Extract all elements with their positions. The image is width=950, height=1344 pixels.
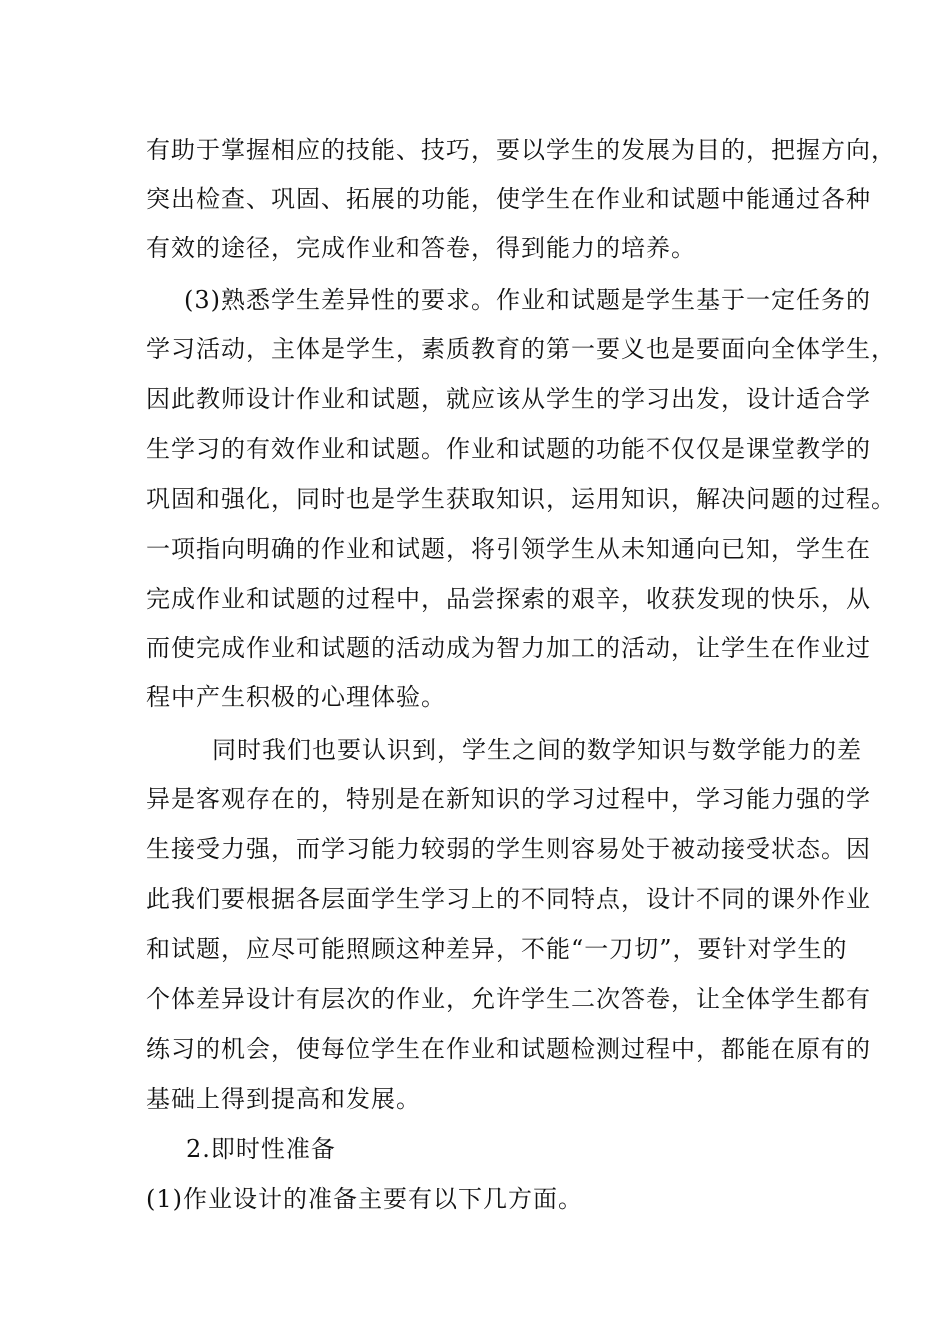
text-line: (3)熟悉学生差异性的要求。作业和试题是学生基于一定任务的	[184, 286, 871, 314]
text-line: 有效的途径，完成作业和答卷，得到能力的培养。	[146, 234, 696, 262]
text-line: 而使完成作业和试题的活动成为智力加工的活动，让学生在作业过	[146, 634, 871, 662]
text-line: 完成作业和试题的过程中，品尝探索的艰辛，收获发现的快乐，从	[146, 585, 871, 613]
text-line: 个体差异设计有层次的作业，允许学生二次答卷，让全体学生都有	[146, 985, 871, 1013]
text-line: 有助于掌握相应的技能、技巧，要以学生的发展为目的，把握方向，	[146, 136, 896, 164]
text-line: 巩固和强化，同时也是学生获取知识，运用知识，解决问题的过程。	[146, 485, 896, 513]
text-line: 练习的机会，使每位学生在作业和试题检测过程中，都能在原有的	[146, 1035, 871, 1063]
text-line: 此我们要根据各层面学生学习上的不同特点，设计不同的课外作业	[146, 885, 871, 913]
text-line: 生学习的有效作业和试题。作业和试题的功能不仅仅是课堂教学的	[146, 435, 871, 463]
text-line: 程中产生积极的心理体验。	[146, 683, 446, 711]
text-line: 突出检查、巩固、拓展的功能，使学生在作业和试题中能通过各种	[146, 185, 871, 213]
text-line: 同时我们也要认识到，学生之间的数学知识与数学能力的差	[212, 736, 862, 764]
text-line: 因此教师设计作业和试题，就应该从学生的学习出发，设计适合学	[146, 385, 871, 413]
text-line: 和试题，应尽可能照顾这种差异，不能“一刀切”，要针对学生的	[146, 935, 848, 963]
text-line: 一项指向明确的作业和试题，将引领学生从未知通向已知，学生在	[146, 535, 871, 563]
text-line: 异是客观存在的，特别是在新知识的学习过程中，学习能力强的学	[146, 785, 871, 813]
section-heading: 2.即时性准备	[186, 1135, 336, 1163]
text-line: 学习活动，主体是学生，素质教育的第一要义也是要面向全体学生，	[146, 335, 896, 363]
text-line: (1)作业设计的准备主要有以下几方面。	[146, 1185, 583, 1213]
text-line: 基础上得到提高和发展。	[146, 1085, 421, 1113]
text-line: 生接受力强，而学习能力较弱的学生则容易处于被动接受状态。因	[146, 835, 871, 863]
